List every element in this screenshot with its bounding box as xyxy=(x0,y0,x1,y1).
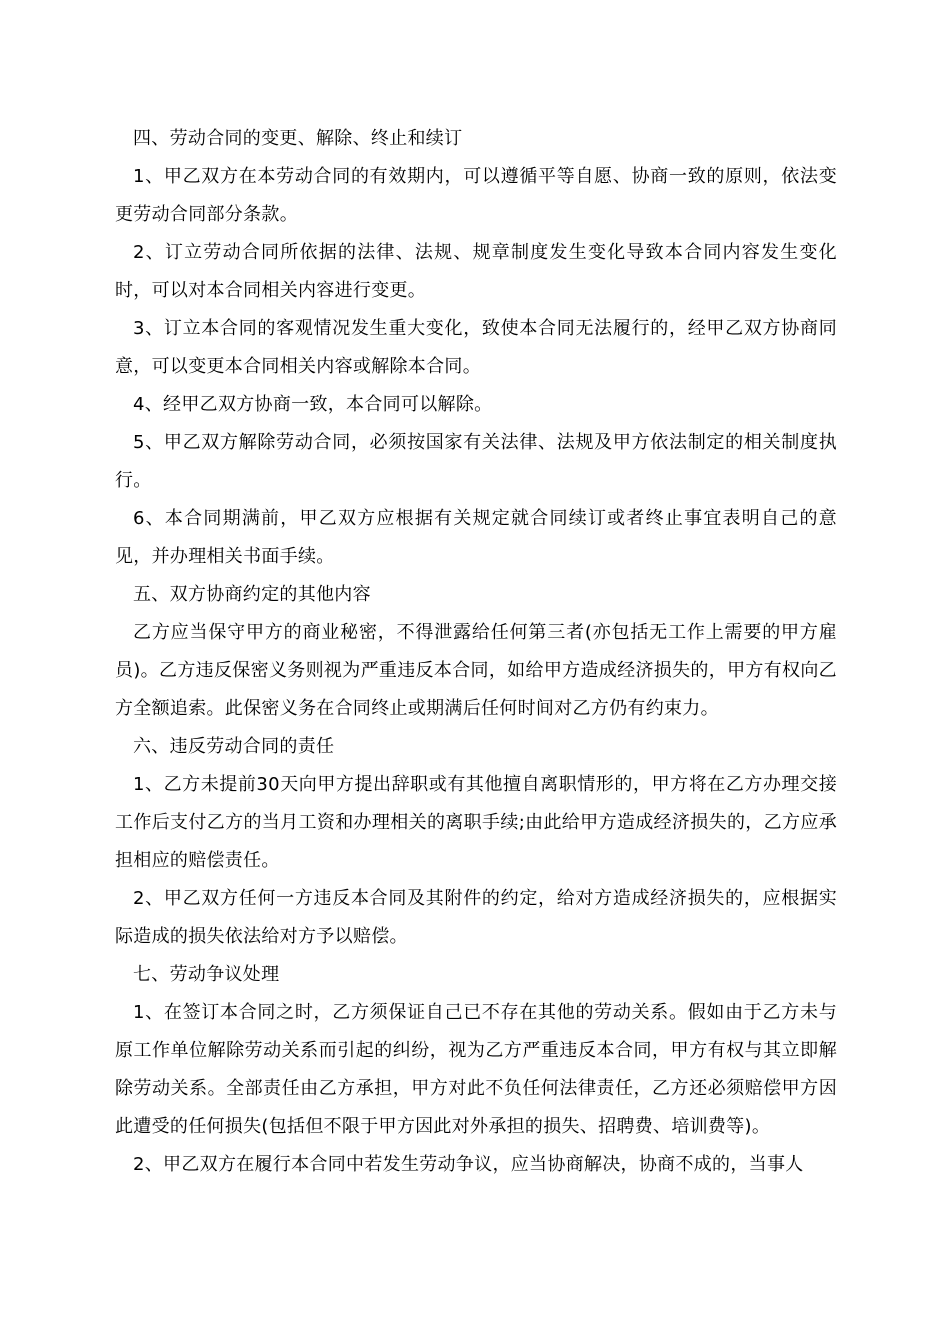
section-heading-4: 四、劳动合同的变更、解除、终止和续订 xyxy=(133,128,463,149)
clause-4-2: 2、订立劳动合同所依据的法律、法规、规章制度发生变化导致本合同内容发生变化时，可以对本合同相关内容进行变更。 xyxy=(115,242,837,301)
clause-4-4: 4、经甲乙双方协商一致，本合同可以解除。 xyxy=(133,394,493,415)
section-heading-7: 七、劳动争议处理 xyxy=(133,964,280,985)
clause-6-1: 1、乙方未提前30天向甲方提出辞职或有其他擅自离职情形的，甲方将在乙方办理交接工作后支付乙方的当月工资和办理相关的离职手续;由此给甲方造成经济损失的，乙方应承担相应的赔偿责任。 xyxy=(115,774,837,871)
section-heading-6: 六、违反劳动合同的责任 xyxy=(133,736,335,757)
document-body xyxy=(115,120,837,1184)
clause-4-3: 3、订立本合同的客观情况发生重大变化，致使本合同无法履行的，经甲乙双方协商同意，可以变更本合同相关内容或解除本合同。 xyxy=(115,318,837,377)
clause-6-2: 2、甲乙双方任何一方违反本合同及其附件的约定，给对方造成经济损失的，应根据实际造成的损失依法给对方予以赔偿。 xyxy=(115,888,837,947)
section-heading-5: 五、双方协商约定的其他内容 xyxy=(133,584,371,605)
clause-4-6: 6、本合同期满前，甲乙双方应根据有关规定就合同续订或者终止事宜表明自己的意见，并办理相关书面手续。 xyxy=(115,508,837,567)
clause-5-body: 乙方应当保守甲方的商业秘密，不得泄露给任何第三者(亦包括无工作上需要的甲方雇员)。乙方违反保密义务则视为严重违反本合同，如给甲方造成经济损失的，甲方有权向乙方全额追索。此保密义务在合同终止或期满后任何时间对乙方仍有约束力。 xyxy=(115,622,837,719)
clause-7-1: 1、在签订本合同之时，乙方须保证自己已不存在其他的劳动关系。假如由于乙方未与原工作单位解除劳动关系而引起的纠纷，视为乙方严重违反本合同，甲方有权与其立即解除劳动关系。全部责任由乙方承担，甲方对此不负任何法律责任，乙方还必须赔偿甲方因此遭受的任何损失(包括但不限于甲方因此对外承担的损失、招聘费、培训费等)。 xyxy=(115,1002,837,1137)
clause-4-1: 1、甲乙双方在本劳动合同的有效期内，可以遵循平等自愿、协商一致的原则，依法变更劳动合同部分条款。 xyxy=(115,166,837,225)
clause-4-5: 5、甲乙双方解除劳动合同，必须按国家有关法律、法规及甲方依法制定的相关制度执行。 xyxy=(115,432,837,491)
clause-7-2: 2、甲乙双方在履行本合同中若发生劳动争议，应当协商解决，协商不成的，当事人 xyxy=(133,1154,804,1175)
